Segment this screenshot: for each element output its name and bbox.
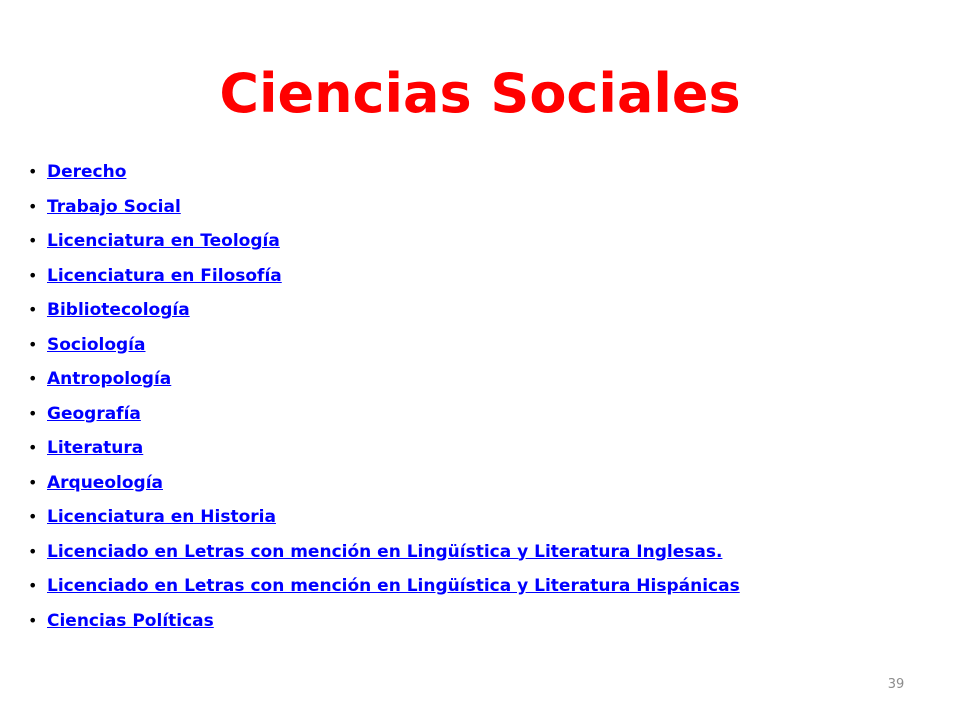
list-item — [28, 397, 740, 432]
list-item — [28, 431, 740, 466]
link-bibliotecologia[interactable]: Bibliotecología — [47, 300, 190, 320]
bullet-icon: • — [28, 231, 38, 250]
list-item — [28, 569, 740, 604]
bullet-icon: • — [28, 196, 38, 216]
link-letras-hispanicas[interactable]: Licenciado en Letras con mención en Lingüística y Literatura Hispánicas — [47, 576, 740, 596]
link-arqueologia[interactable]: Arqueología — [47, 472, 163, 493]
link-licenciatura-historia[interactable]: Licenciatura en Historia — [47, 507, 276, 527]
link-trabajo-social[interactable]: Trabajo Social — [47, 196, 181, 217]
link-licenciatura-filosofia[interactable]: Licenciatura en Filosofía — [47, 265, 282, 286]
bullet-icon: • — [28, 472, 38, 492]
list-item — [28, 190, 740, 225]
list-item — [28, 155, 740, 190]
list-item — [28, 224, 740, 259]
list-item — [28, 500, 740, 535]
list-item — [28, 259, 740, 294]
link-licenciatura-teologia[interactable]: Licenciatura en Teología — [47, 231, 280, 251]
list-item — [28, 362, 740, 397]
bullet-icon: • — [28, 300, 38, 319]
link-literatura[interactable]: Literatura — [47, 438, 144, 458]
bullet-icon: • — [28, 265, 38, 285]
bullet-icon: • — [28, 369, 38, 388]
bullet-icon: • — [28, 162, 38, 181]
link-derecho[interactable]: Derecho — [47, 162, 127, 182]
bullet-icon: • — [28, 334, 38, 354]
link-sociologia[interactable]: Sociología — [47, 334, 146, 355]
list-item — [28, 535, 740, 570]
bullet-icon: • — [28, 541, 38, 561]
bullet-icon: • — [28, 403, 38, 423]
bullet-icon: • — [28, 610, 38, 630]
link-ciencias-politicas[interactable]: Ciencias Políticas — [47, 610, 214, 631]
slide-title: Ciencias Sociales — [219, 62, 741, 125]
link-letras-inglesas[interactable]: Licenciado en Letras con mención en Lingüística y Literatura Inglesas. — [47, 541, 723, 562]
bullet-icon: • — [28, 576, 38, 595]
page-number: 39 — [887, 677, 905, 692]
link-antropologia[interactable]: Antropología — [47, 369, 172, 389]
list-item — [28, 328, 740, 363]
list-item — [28, 466, 740, 501]
program-link-list — [28, 155, 740, 638]
bullet-icon: • — [28, 438, 38, 457]
bullet-icon: • — [28, 507, 38, 526]
list-item — [28, 604, 740, 639]
list-item — [28, 293, 740, 328]
link-geografia[interactable]: Geografía — [47, 403, 141, 424]
